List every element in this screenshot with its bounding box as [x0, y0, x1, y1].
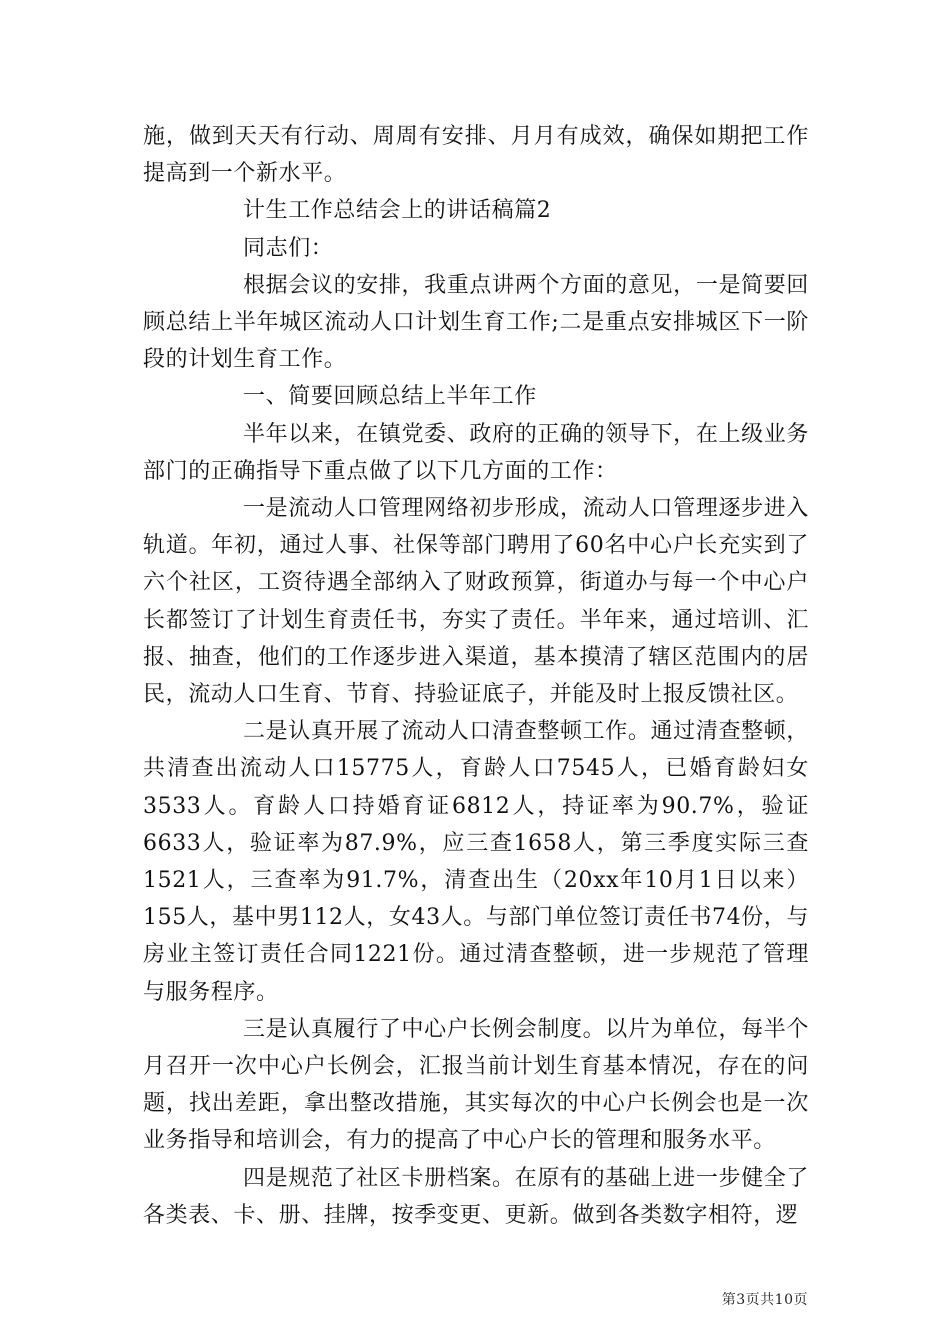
- paragraph: 二是认真开展了流动人口清查整顿工作。通过清查整顿，共清查出流动人口15775人，育龄人口7545人，已婚育龄妇女3533人。育龄人口持婚育证6812人，持证率为90.7%，验证6633人，验证率为87.9%，应三查1658人，第三季度实际三查1521人，三查率为91.7%，清查出生（20xx年10月1日以来）155人，基中男112人，女43人。与部门单位签订责任书74份，与房业主签订责任合同1221份。通过清查整顿，进一步规范了管理与服务程序。: [143, 719, 809, 1005]
- section-heading: 一、简要回顾总结上半年工作: [243, 384, 537, 410]
- section-title: 计生工作总结会上的讲话稿篇2: [243, 198, 552, 224]
- document-body: [143, 118, 809, 1234]
- salutation: 同志们：: [243, 235, 334, 261]
- paragraph: 根据会议的安排，我重点讲两个方面的意见，一是简要回顾总结上半年城区流动人口计划生育工作;二是重点安排城区下一阶段的计划生育工作。: [143, 272, 809, 373]
- paragraph: 四是规范了社区卡册档案。在原有的基础上进一步健全了各类表、卡、册、挂牌，按季变更、更新。做到各类数字相符，逻: [143, 1165, 809, 1228]
- page-number: 第3页共10页: [721, 1292, 808, 1308]
- paragraph: 一是流动人口管理网络初步形成，流动人口管理逐步进入轨道。年初，通过人事、社保等部门聘用了60名中心户长充实到了六个社区，工资待遇全部纳入了财政预算，街道办与每一个中心户长都签订了计划生育责任书，夯实了责任。半年来，通过培训、汇报、抽查，他们的工作逐步进入渠道，基本摸清了辖区范围内的居民，流动人口生育、节育、持验证底子，并能及时上报反馈社区。: [143, 496, 809, 708]
- paragraph: 施，做到天天有行动、周周有安排、月月有成效，确保如期把工作提高到一个新水平。: [143, 124, 809, 187]
- paragraph: 半年以来，在镇党委、政府的正确的领导下，在上级业务部门的正确指导下重点做了以下几方面的工作：: [143, 421, 809, 484]
- paragraph: 三是认真履行了中心户长例会制度。以片为单位，每半个月召开一次中心户长例会，汇报当前计划生育基本情况，存在的问题，找出差距，拿出整改措施，其实每次的中心户长例会也是一次业务指导和培训会，有力的提高了中心户长的管理和服务水平。: [143, 1016, 809, 1154]
